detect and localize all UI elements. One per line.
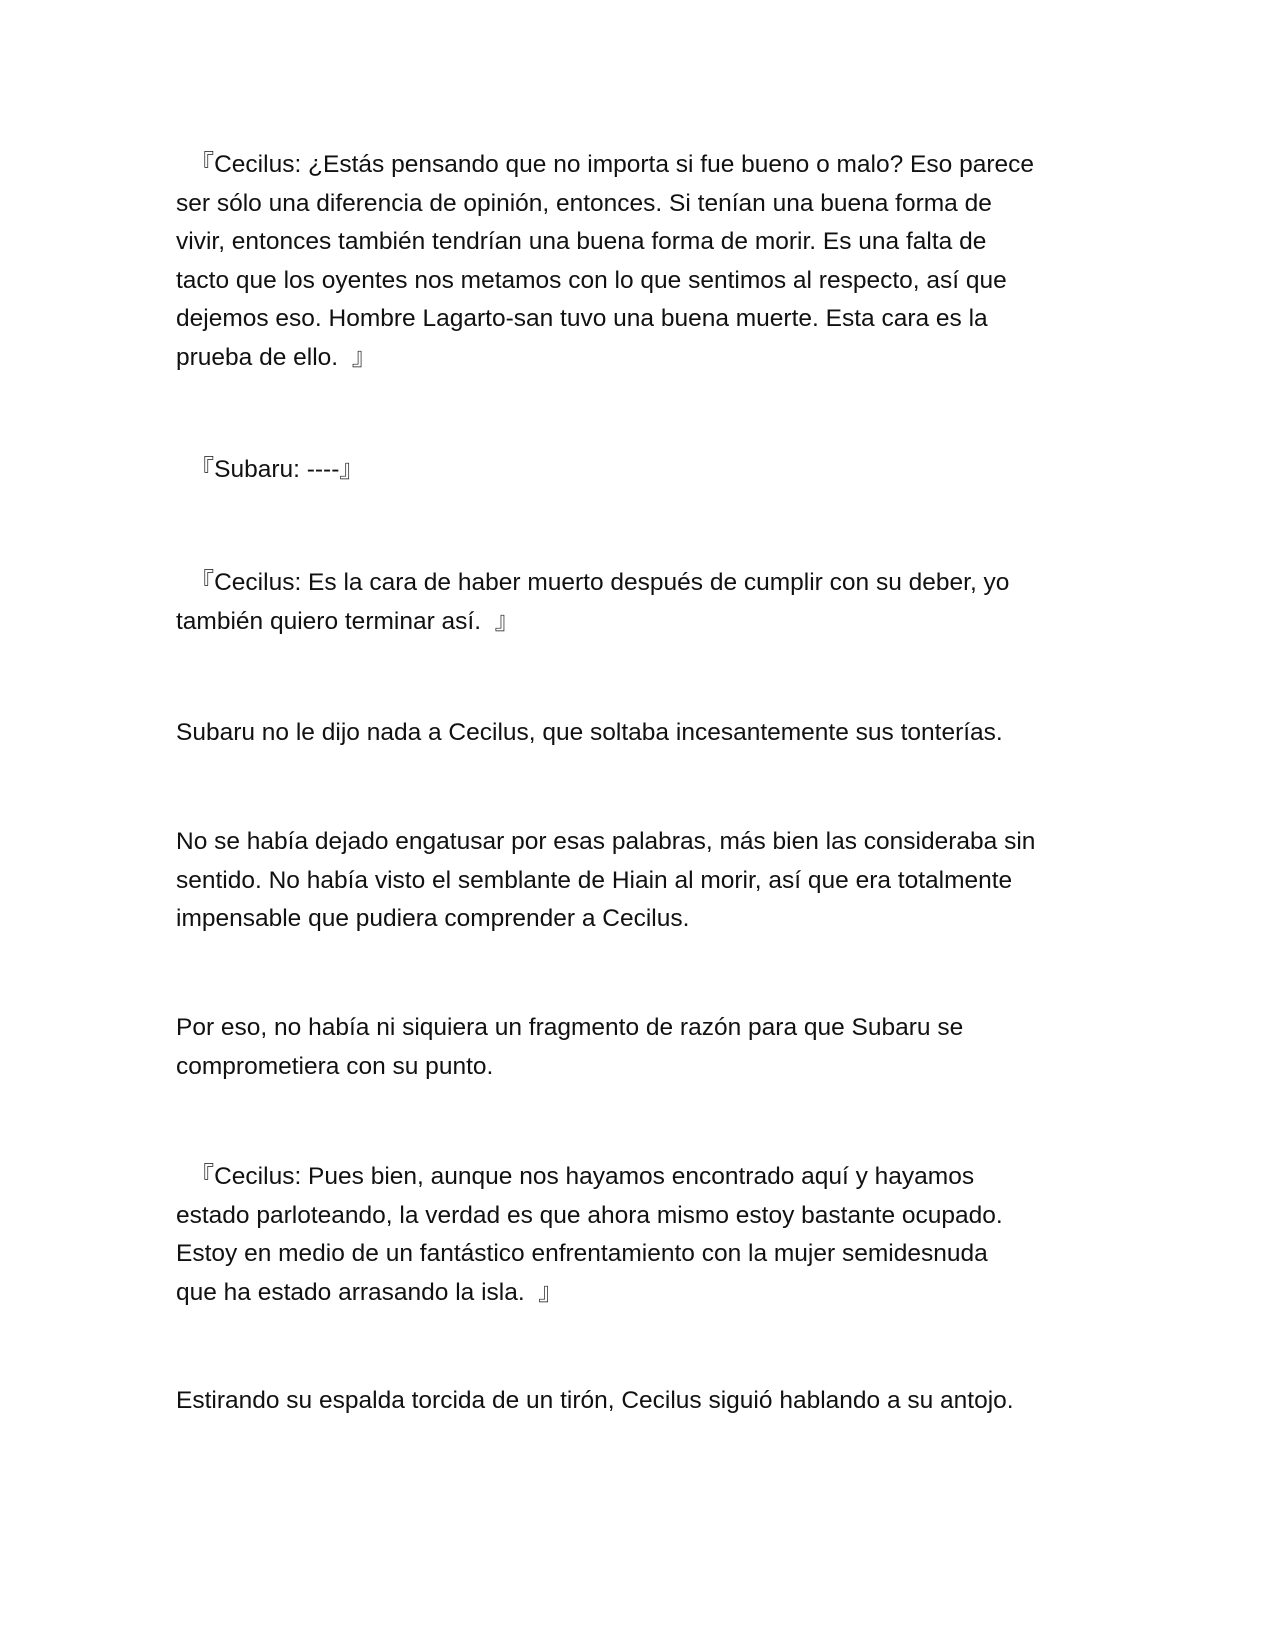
paragraph-narration-1 bbox=[176, 714, 1106, 753]
paragraph-narration-4 bbox=[176, 1382, 1106, 1421]
text-line: Por eso, no había ni siquiera un fragmento de razón para que Subaru se bbox=[176, 1014, 964, 1041]
text-line: No se había dejado engatusar por esas palabras, más bien las consideraba sin bbox=[176, 828, 1036, 855]
text-line: estado parloteando, la verdad es que ahora mismo estoy bastante ocupado. bbox=[176, 1201, 1003, 1229]
text-line: tacto que los oyentes nos metamos con lo que sentimos al respecto, así que bbox=[176, 266, 1007, 294]
paragraph-narration-2 bbox=[176, 823, 1106, 939]
paragraph-dialogue-cecilus-1 bbox=[176, 146, 1106, 377]
text-line: también quiero terminar así. 』 bbox=[176, 607, 520, 635]
text-line: Subaru no le dijo nada a Cecilus, que soltaba incesantemente sus tonterías. bbox=[176, 719, 1003, 746]
text-line: que ha estado arrasando la isla. 』 bbox=[176, 1278, 563, 1306]
paragraph-dialogue-subaru bbox=[176, 451, 1106, 490]
text-line: impensable que pudiera comprender a Cecilus. bbox=[176, 905, 690, 932]
text-line: dejemos eso. Hombre Lagarto-san tuvo una buena muerte. Esta cara es la bbox=[176, 305, 988, 332]
text-line: 『Cecilus: Pues bien, aunque nos hayamos encontrado aquí y hayamos bbox=[176, 1163, 975, 1190]
text-line: ser sólo una diferencia de opinión, entonces. Si tenían una buena forma de bbox=[176, 189, 992, 217]
text-line: Estoy en medio de un fantástico enfrentamiento con la mujer semidesnuda bbox=[176, 1240, 988, 1267]
text-line: comprometiera con su punto. bbox=[176, 1052, 494, 1080]
text-line: sentido. No había visto el semblante de Hiain al morir, así que era totalmente bbox=[176, 866, 1013, 894]
text-line: vivir, entonces también tendrían una buena forma de morir. Es una falta de bbox=[176, 228, 987, 255]
text-line: prueba de ello. 』 bbox=[176, 343, 377, 371]
text-line: 『Cecilus: ¿Estás pensando que no importa si fue bueno o malo? Eso parece bbox=[176, 151, 1034, 178]
paragraph-narration-3 bbox=[176, 1009, 1106, 1086]
text-line: Estirando su espalda torcida de un tirón, Cecilus siguió hablando a su antojo. bbox=[176, 1387, 1014, 1414]
paragraph-dialogue-cecilus-2 bbox=[176, 564, 1106, 641]
text-line: 『Cecilus: Es la cara de haber muerto después de cumplir con su deber, yo bbox=[176, 569, 1010, 596]
text-line: 『Subaru: ----』 bbox=[176, 456, 364, 483]
paragraph-dialogue-cecilus-3 bbox=[176, 1158, 1106, 1312]
